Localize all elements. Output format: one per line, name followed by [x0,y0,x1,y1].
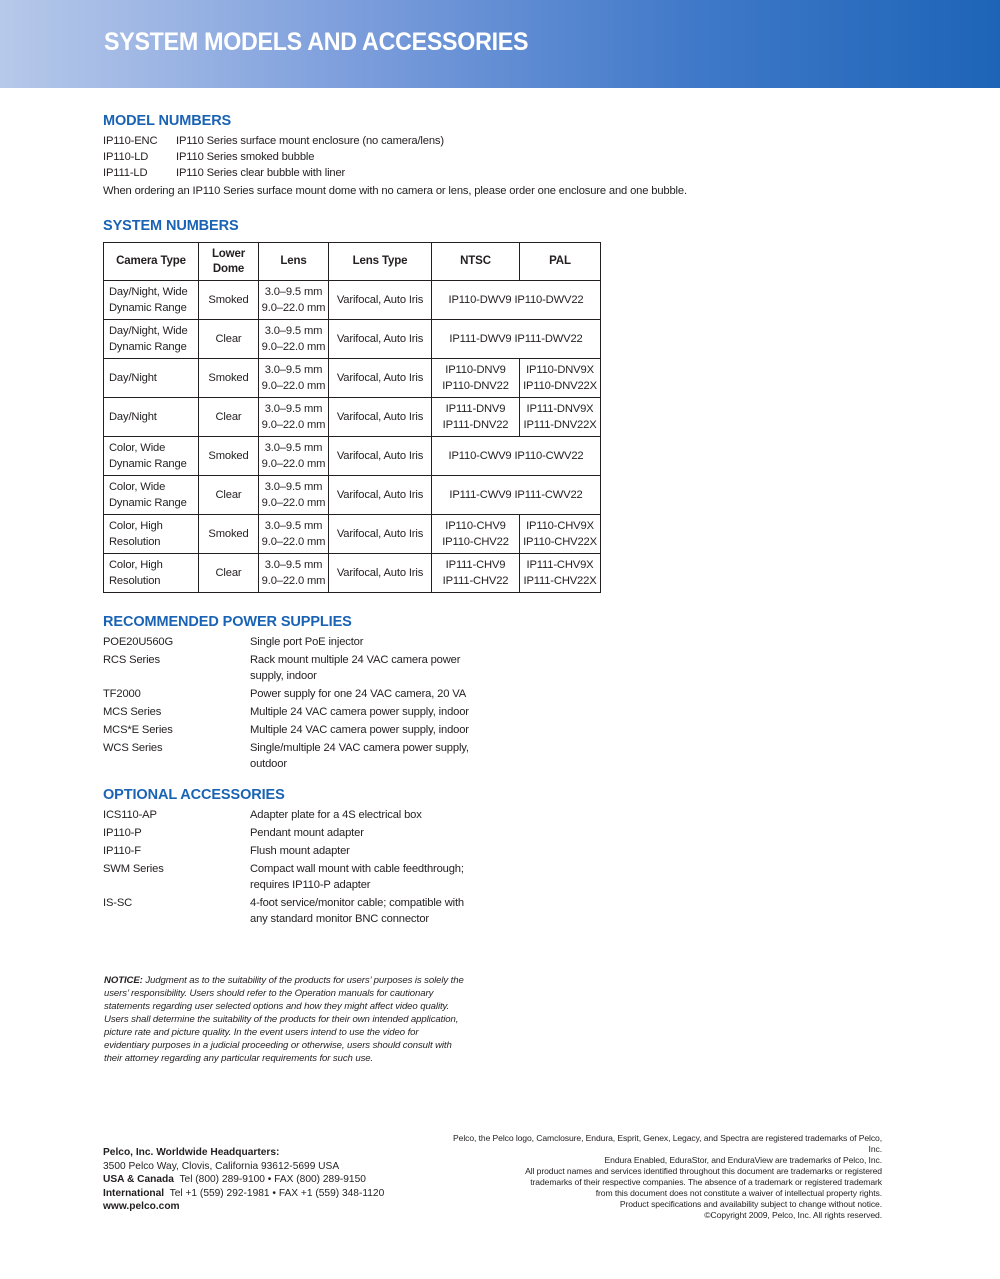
item-code: ICS110-AP [103,809,157,821]
item-desc: Flush mount adapter [250,845,350,857]
intl-label: International [103,1187,165,1199]
header-banner [0,0,1000,88]
notice-label: NOTICE: [104,975,143,986]
usa-contact [103,1173,384,1187]
lens-cell: 3.0–9.5 mm 9.0–22.0 mm [259,515,329,554]
lens-type-cell: Varifocal, Auto Iris [329,359,432,398]
legal-line: All product names and services identified throughout this document are trademarks or registered [525,1166,882,1176]
dome-cell: Clear [199,476,259,515]
legal-line: from this document does not constitute a waiver of intellectual property rights. [595,1188,882,1198]
page-title: SYSTEM MODELS AND ACCESSORIES [104,28,529,56]
hq-heading: Pelco, Inc. Worldwide Headquarters: [103,1147,280,1158]
ntsc-cell: IP111-DNV9 IP111-DNV22 [432,398,520,437]
notice-paragraph [104,974,464,1065]
model-number-cell: IP110-CWV9 IP110-CWV22 [432,437,601,476]
list-item [103,634,470,650]
column-header: NTSC [432,243,520,281]
dome-cell: Clear [199,398,259,437]
usa-phone: Tel (800) 289-9100 • FAX (800) 289-9150 [179,1174,366,1186]
power-supplies-heading: RECOMMENDED POWER SUPPLIES [103,614,352,630]
list-item [103,149,444,165]
ntsc-cell: IP110-CHV9 IP110-CHV22 [432,515,520,554]
intl-contact [103,1187,384,1201]
dome-cell: Smoked [199,515,259,554]
pal-cell: IP111-CHV9X IP111-CHV22X [520,554,601,593]
list-item [103,652,470,684]
table-row [104,320,601,359]
accessories-heading: OPTIONAL ACCESSORIES [103,787,285,803]
lens-type-cell: Varifocal, Auto Iris [329,281,432,320]
power-supplies-list [103,634,470,774]
model-desc: IP110 Series surface mount enclosure (no camera/lens) [176,135,444,147]
legal-line: Endura Enabled, EduraStor, and EnduraView are trademarks of Pelco, Inc. [604,1155,882,1165]
table-row [104,359,601,398]
notice-text: Judgment as to the suitability of the products for users’ purposes is solely the users’ responsibility. Users should refer to the Operation manuals for cautionary statements regarding user selected options and how they might affect video quality. Users shall determine the suitability of the products for their own intended application, picture rate and picture quality. In the event users intend to use the video for evidentiary purposes in a judicial proceeding or otherwise, users should consult with their attorney regarding any particular requirements for such use. [104,975,464,1064]
pal-cell: IP110-DNV9X IP110-DNV22X [520,359,601,398]
dome-cell: Smoked [199,359,259,398]
camera-type-cell: Color, Wide Dynamic Range [104,476,199,515]
pal-cell: IP110-CHV9X IP110-CHV22X [520,515,601,554]
list-item [103,843,470,859]
list-item [103,807,470,823]
item-desc: Power supply for one 24 VAC camera, 20 VA [250,688,467,700]
item-code: POE20U560G [103,636,174,648]
legal-line: Pelco, the Pelco logo, Camclosure, Endura, Esprit, Genex, Legacy, and Spectra are registered trademarks of Pelco, Inc. [453,1133,882,1154]
item-desc: Multiple 24 VAC camera power supply, indoor [250,706,469,718]
legal-text [442,1133,882,1221]
ntsc-cell: IP110-DNV9 IP110-DNV22 [432,359,520,398]
system-numbers-heading: SYSTEM NUMBERS [103,218,239,234]
item-desc: Single port PoE injector [250,636,364,648]
system-numbers-table [103,242,601,593]
table-row [104,515,601,554]
column-header: Lens Type [329,243,432,281]
list-item [103,133,444,149]
model-number-cell: IP111-CWV9 IP111-CWV22 [432,476,601,515]
camera-type-cell: Color, High Resolution [104,515,199,554]
list-item [103,861,470,893]
model-code: IP110-LD [103,151,149,163]
camera-type-cell: Day/Night, Wide Dynamic Range [104,281,199,320]
hq-address: 3500 Pelco Way, Clovis, California 93612-5699 USA [103,1160,340,1172]
list-item [103,704,470,720]
model-number-cell: IP110-DWV9 IP110-DWV22 [432,281,601,320]
legal-line: Product specifications and availability subject to change without notice. [619,1199,882,1209]
model-number-cell: IP111-DWV9 IP111-DWV22 [432,320,601,359]
camera-type-cell: Day/Night [104,398,199,437]
table-row [104,437,601,476]
item-code: WCS Series [103,742,163,754]
item-desc: Rack mount multiple 24 VAC camera power supply, indoor [250,654,461,682]
dome-cell: Smoked [199,437,259,476]
column-header: Lens [259,243,329,281]
list-item [103,895,470,927]
dome-cell: Smoked [199,281,259,320]
lens-type-cell: Varifocal, Auto Iris [329,554,432,593]
website-link[interactable]: www.pelco.com [103,1201,180,1213]
column-header: Lower Dome [199,243,259,281]
lens-type-cell: Varifocal, Auto Iris [329,515,432,554]
camera-type-cell: Color, High Resolution [104,554,199,593]
model-numbers-heading: MODEL NUMBERS [103,113,232,129]
table-header-row [104,243,601,281]
lens-cell: 3.0–9.5 mm 9.0–22.0 mm [259,437,329,476]
item-desc: Single/multiple 24 VAC camera power supply, outdoor [250,742,469,770]
item-desc: Multiple 24 VAC camera power supply, indoor [250,724,469,736]
list-item [103,722,470,738]
accessories-list [103,807,470,929]
lens-cell: 3.0–9.5 mm 9.0–22.0 mm [259,554,329,593]
column-header: Camera Type [104,243,199,281]
item-code: IP110-P [103,827,142,839]
list-item [103,740,470,772]
item-code: IP110-F [103,845,141,857]
lens-type-cell: Varifocal, Auto Iris [329,398,432,437]
item-code: IS-SC [103,897,133,909]
lens-cell: 3.0–9.5 mm 9.0–22.0 mm [259,398,329,437]
model-code: IP110-ENC [103,135,158,147]
lens-type-cell: Varifocal, Auto Iris [329,320,432,359]
dome-cell: Clear [199,320,259,359]
ntsc-cell: IP111-CHV9 IP111-CHV22 [432,554,520,593]
item-desc: 4-foot service/monitor cable; compatible with any standard monitor BNC connector [250,897,464,925]
item-code: TF2000 [103,688,141,700]
contact-block [103,1146,384,1214]
list-item [103,825,470,841]
lens-type-cell: Varifocal, Auto Iris [329,437,432,476]
ordering-note: When ordering an IP110 Series surface mount dome with no camera or lens, please order one enclosure and one bubble. [103,185,687,197]
table-row [104,398,601,437]
intl-phone: Tel +1 (559) 292-1981 • FAX +1 (559) 348-1120 [169,1187,385,1199]
item-code: RCS Series [103,654,160,666]
legal-line: trademarks of their respective companies. The absence of a trademark or registered trademark [530,1177,882,1187]
camera-type-cell: Color, Wide Dynamic Range [104,437,199,476]
model-numbers-list [103,133,444,181]
item-desc: Compact wall mount with cable feedthrough; requires IP110-P adapter [250,863,464,891]
model-desc: IP110 Series clear bubble with liner [176,167,346,179]
item-code: MCS*E Series [103,724,173,736]
camera-type-cell: Day/Night [104,359,199,398]
lens-cell: 3.0–9.5 mm 9.0–22.0 mm [259,359,329,398]
table-row [104,554,601,593]
pal-cell: IP111-DNV9X IP111-DNV22X [520,398,601,437]
lens-cell: 3.0–9.5 mm 9.0–22.0 mm [259,476,329,515]
list-item [103,165,444,181]
model-desc: IP110 Series smoked bubble [176,151,315,163]
lens-cell: 3.0–9.5 mm 9.0–22.0 mm [259,281,329,320]
item-code: MCS Series [103,706,162,718]
table-row [104,476,601,515]
lens-cell: 3.0–9.5 mm 9.0–22.0 mm [259,320,329,359]
lens-type-cell: Varifocal, Auto Iris [329,476,432,515]
table-row [104,281,601,320]
model-code: IP111-LD [103,167,148,179]
dome-cell: Clear [199,554,259,593]
list-item [103,686,470,702]
item-desc: Pendant mount adapter [250,827,364,839]
item-code: SWM Series [103,863,164,875]
legal-line: ©Copyright 2009, Pelco, Inc. All rights reserved. [704,1210,882,1220]
usa-label: USA & Canada [103,1174,174,1186]
column-header: PAL [520,243,601,281]
camera-type-cell: Day/Night, Wide Dynamic Range [104,320,199,359]
item-desc: Adapter plate for a 4S electrical box [250,809,422,821]
